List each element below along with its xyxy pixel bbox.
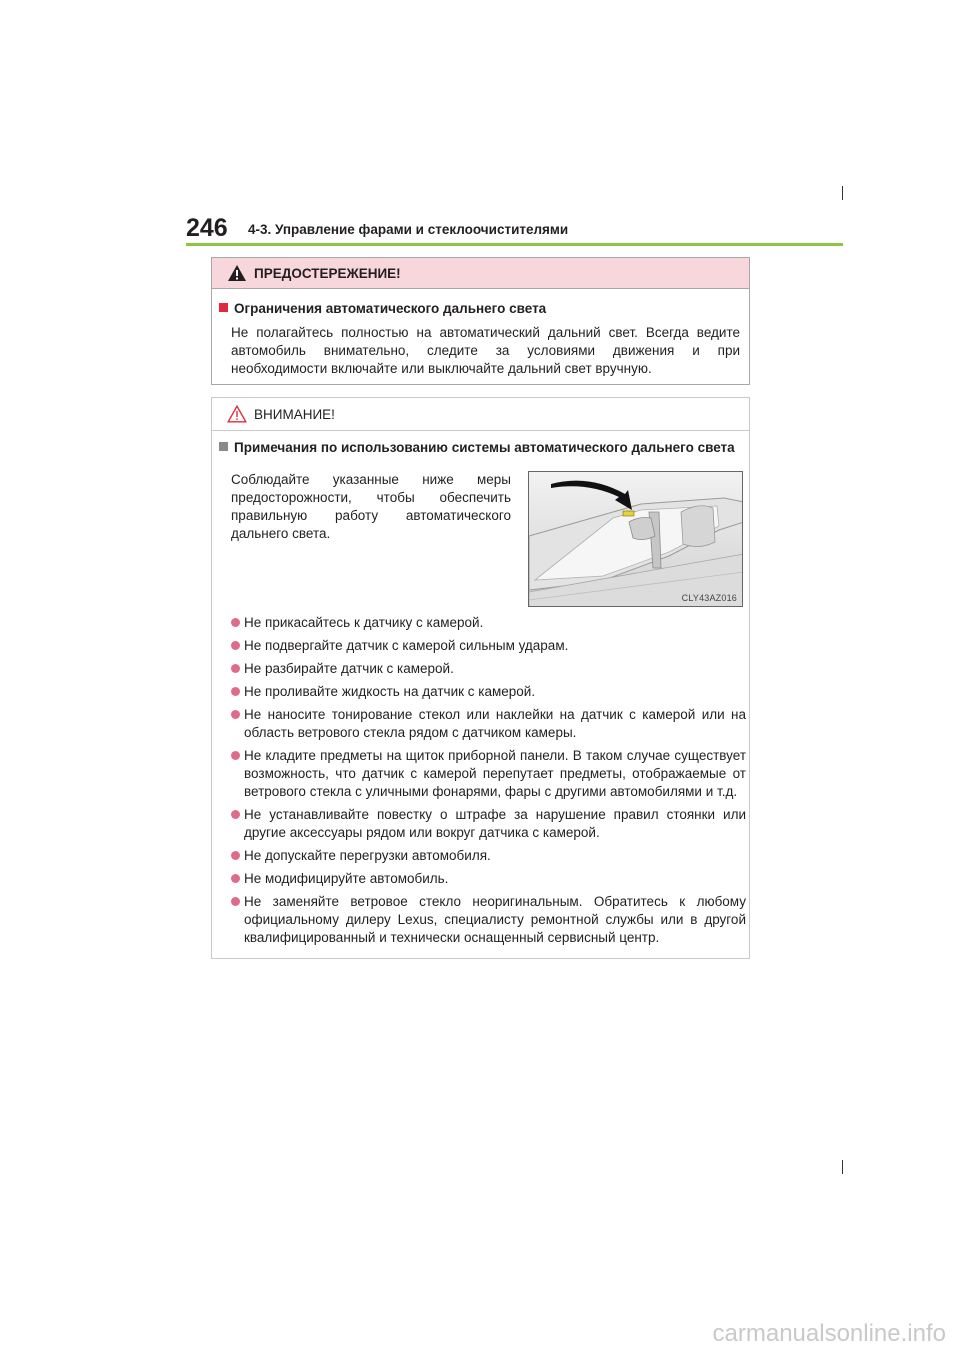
warning-topic-text: Ограничения автоматического дальнего света — [234, 301, 547, 316]
bullet-dot-icon — [231, 687, 240, 696]
crop-mark-top — [842, 186, 843, 200]
list-item-text: Не наносите тонирование стекол или наклейки на датчик с камерой или на область ветрового стекла рядом с датчиком камеры. — [244, 707, 746, 740]
section-title: 4-3. Управление фарами и стеклоочистителями — [248, 222, 569, 237]
notice-header — [212, 398, 749, 431]
notice-intro: Соблюдайте указанные ниже меры предосторожности, чтобы обеспечить правильную работу автоматического дальнего света. — [231, 472, 511, 541]
crop-mark-bottom — [842, 1160, 843, 1174]
list-item — [231, 747, 746, 801]
list-item — [231, 706, 746, 742]
precaution-list — [231, 614, 746, 952]
list-item-text: Не заменяйте ветровое стекло неоригинальным. Обратитесь к любому официальному дилеру Lexus, специалисту ремонтной службы или в другой квалифицированный и технически оснащенный сервисный центр. — [244, 894, 746, 945]
list-item — [231, 683, 746, 701]
list-item-text: Не разбирайте датчик с камерой. — [244, 661, 454, 676]
square-bullet-icon — [219, 303, 228, 312]
page-header — [186, 214, 846, 246]
list-item — [231, 660, 746, 678]
list-item-text: Не модифицируйте автомобиль. — [244, 871, 449, 886]
list-item — [231, 847, 746, 865]
list-item-text: Не кладите предметы на щиток приборной панели. В таком случае существует возможность, что датчик с камерой перепутает предметы, отображаемые от ветрового стекла с уличными фонарями, фары с другими автомобилями и т.д. — [244, 748, 746, 799]
notice-topic-text: Примечания по использованию системы автоматического дальнего света — [234, 440, 735, 455]
warning-title: ПРЕДОСТЕРЕЖЕНИЕ! — [254, 266, 401, 281]
bullet-dot-icon — [231, 897, 240, 906]
notice-title: ВНИМАНИЕ! — [254, 407, 335, 422]
header-rule — [186, 243, 843, 246]
page-number: 246 — [186, 214, 228, 242]
watermark: carmanualsonline.info — [712, 1320, 946, 1347]
bullet-dot-icon — [231, 664, 240, 673]
windshield-camera-image — [529, 472, 743, 607]
notice-topic — [219, 440, 735, 455]
figure-code: CLY43AZ016 — [681, 593, 737, 603]
list-item-text: Не устанавливайте повестку о штрафе за нарушение правил стоянки или другие аксессуары рядом или вокруг датчика с камерой. — [244, 807, 746, 840]
warning-box — [211, 257, 750, 385]
list-item — [231, 806, 746, 842]
list-item — [231, 870, 746, 888]
list-item-text: Не проливайте жидкость на датчик с камерой. — [244, 684, 536, 699]
notice-box — [211, 397, 750, 959]
bullet-dot-icon — [231, 641, 240, 650]
bullet-dot-icon — [231, 618, 240, 627]
list-item — [231, 614, 746, 632]
camera-sensor-illustration — [528, 471, 743, 607]
warning-topic — [219, 301, 546, 316]
bullet-dot-icon — [231, 874, 240, 883]
caution-triangle-icon — [227, 405, 247, 423]
list-item-text: Не допускайте перегрузки автомобиля. — [244, 848, 491, 863]
list-item-text: Не прикасайтесь к датчику с камерой. — [244, 615, 484, 630]
list-item-text: Не подвергайте датчик с камерой сильным ударам. — [244, 638, 569, 653]
bullet-dot-icon — [231, 851, 240, 860]
warning-header — [212, 258, 749, 289]
bullet-dot-icon — [231, 751, 240, 760]
warning-triangle-icon — [227, 264, 247, 282]
bullet-dot-icon — [231, 710, 240, 719]
bullet-dot-icon — [231, 810, 240, 819]
list-item — [231, 893, 746, 947]
square-bullet-icon — [219, 442, 228, 451]
list-item — [231, 637, 746, 655]
warning-text: Не полагайтесь полностью на автоматический дальний свет. Всегда ведите автомобиль внимательно, следите за условиями движения и при необходимости включайте или выключайте дальний свет вручную. — [231, 325, 740, 376]
